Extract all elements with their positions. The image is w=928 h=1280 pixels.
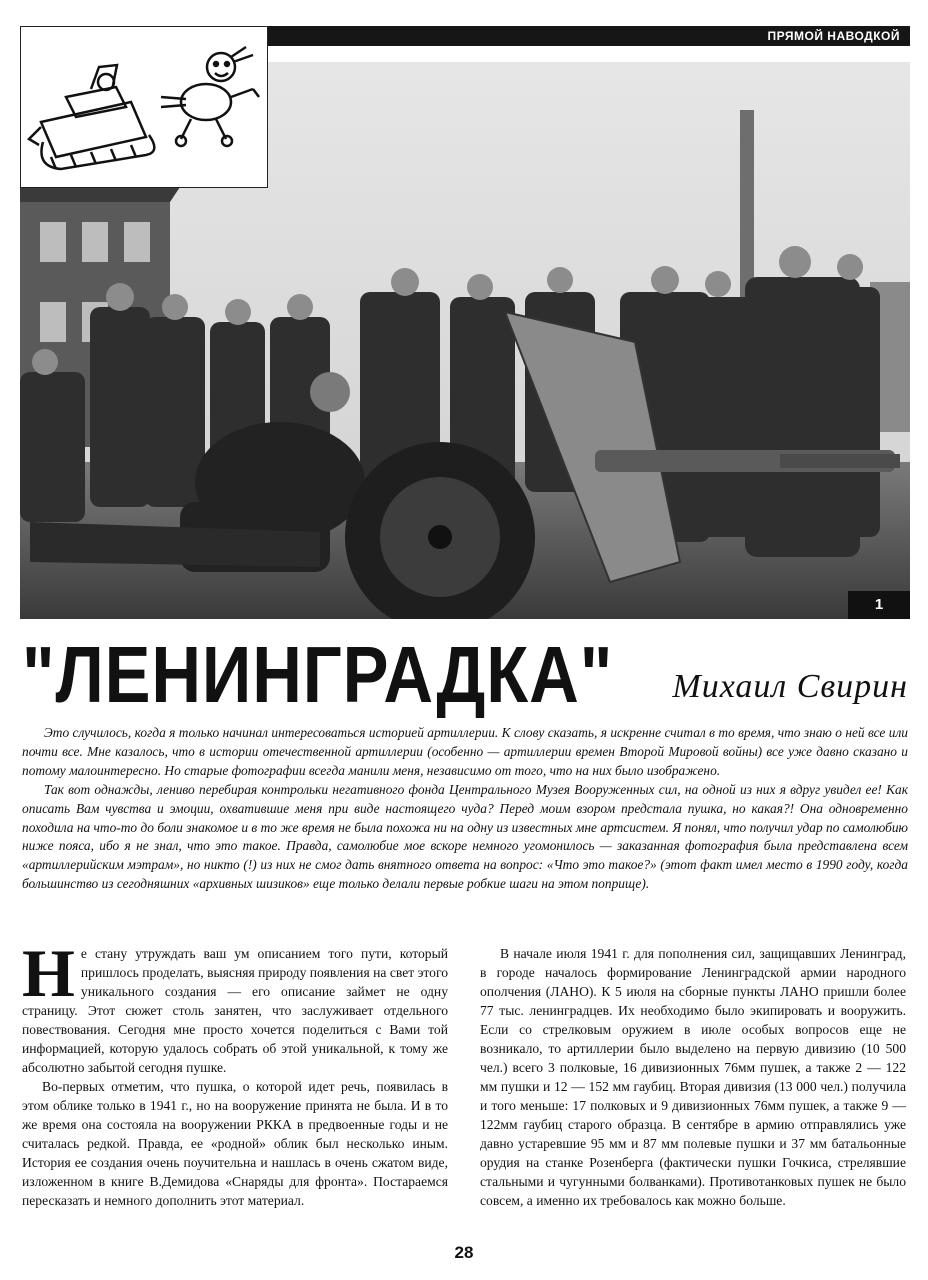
body-paragraph: В начале июля 1941 г. для пополнения сил, защищавших Ленинград, в городе началось формирование Ленинградской армии народного ополчения (ЛАНО). К 5 июля на сборные пункты ЛАНО пришли более 77 тыс. ленинградцев. Их необходимо было экипировать и вооружить. Если со стрелковым оружием в июле особых вопросов еще не возникало, то артиллерии было выделено на первую дивизию (10 500 чел.) всего 3 полковые, 16 дивизионных 76мм пушек, а также 2 — 122 мм пушки и 12 — 152 мм гаубиц. Вторая дивизия (13 000 чел.) получила и того меньше: 17 полковых и 9 дивизионных 76мм пушек, а также 9 — 122мм гаубиц старого образца. В сентябре в армию отправлялись уже давно устаревшие 95 мм и 87 мм полевые пушки и 37 мм батальонные орудия на станке Розенберга (фактически пушки Гочкиса, стрелявшие стальными и чугунными болванками). Противотанковых пушек не было совсем, а именно их требовалось как можно больше. [480, 946, 906, 1208]
body-text: е стану утруждать ваш ум описанием того пути, который пришлось проделать, выясняя природу появления на свет этого уникального создания — его описание займет не одну страницу. Этот сюжет столь занятен, что заслуживает отдельного повествования. Сегодня мне просто хочется поделиться с Вами той информацией, которую удалось собрать об этой уникальной, к тому же абсолютно забытой сегодня пушке. [22, 946, 448, 1075]
article-title: "ЛЕНИНГРАДКА" [22, 630, 614, 719]
page-number: 28 [454, 1243, 474, 1262]
article-intro [22, 724, 908, 894]
body-paragraph: Во-первых отметим, что пушка, о которой идет речь, появилась в этом облике только в 1941 г., но на вооружение принята не была. И в то же время она состояла на вооружении РККА в предвоенные годы и не считалась редкой. Правда, ее «родной» облик был несколько иным. История ее создания очень поучительна и нашлась в очень сжатом виде, изложенном в книге В.Демидова «Снаряды для фронта». Постараемся пересказать и немного дополнить этот материал. [22, 1079, 448, 1208]
intro-paragraph: Так вот однажды, лениво перебирая контрольки негативного фонда Центрального Музея Вооруженных сил, на одной из них я вдруг увидел ее! Как описать Вам чувства и эмоции, охватившие меня при виде настоящего чуда? Перед моим взором предстала пушка, но какая?! Она одновременно походила на что-то до боли знакомое и в то же время не была похожа ни на одну из известных мне артсистем. Я понял, что получил удар по самолюбию ниже пояса, ибо я не знал, что это такое. Правда, самолюбие мое вскоре немного угомонилось — заказанная фотография была представлена всем «артиллерийским мэтрам», но никто (!) из них не смог дать внятного ответа на вопрос: «Что это такое?» (этот факт имел место в 1990 году, когда большинство из сегодняшних «архивных шизиков» еще только делали первые робкие шаги на этом поприще). [22, 781, 908, 892]
cartoon-logo [20, 26, 268, 188]
column-left [22, 935, 448, 1210]
intro-paragraph: Это случилось, когда я только начинал интересоваться историей артиллерии. К слову сказать, я искренне считал в то время, что знаю о ней все или почти все. Мне казалось, что в истории отечественной артиллерии (особенно — артиллерии времен Второй Мировой войны) все уже давно сказано и потому малоинтересно. Но старые фотографии всегда манили меня, независимо от того, что на них было изображено. [22, 725, 908, 778]
photo-number: 1 [848, 591, 910, 619]
cartoon-tank-and-gun-icon [21, 27, 267, 187]
column-right [480, 944, 906, 1210]
article-author: Михаил Свирин [672, 668, 908, 705]
drop-cap: Н [22, 935, 75, 1011]
section-header: ПРЯМОЙ НАВОДКОЙ [268, 26, 910, 46]
body-paragraph [22, 935, 448, 1077]
